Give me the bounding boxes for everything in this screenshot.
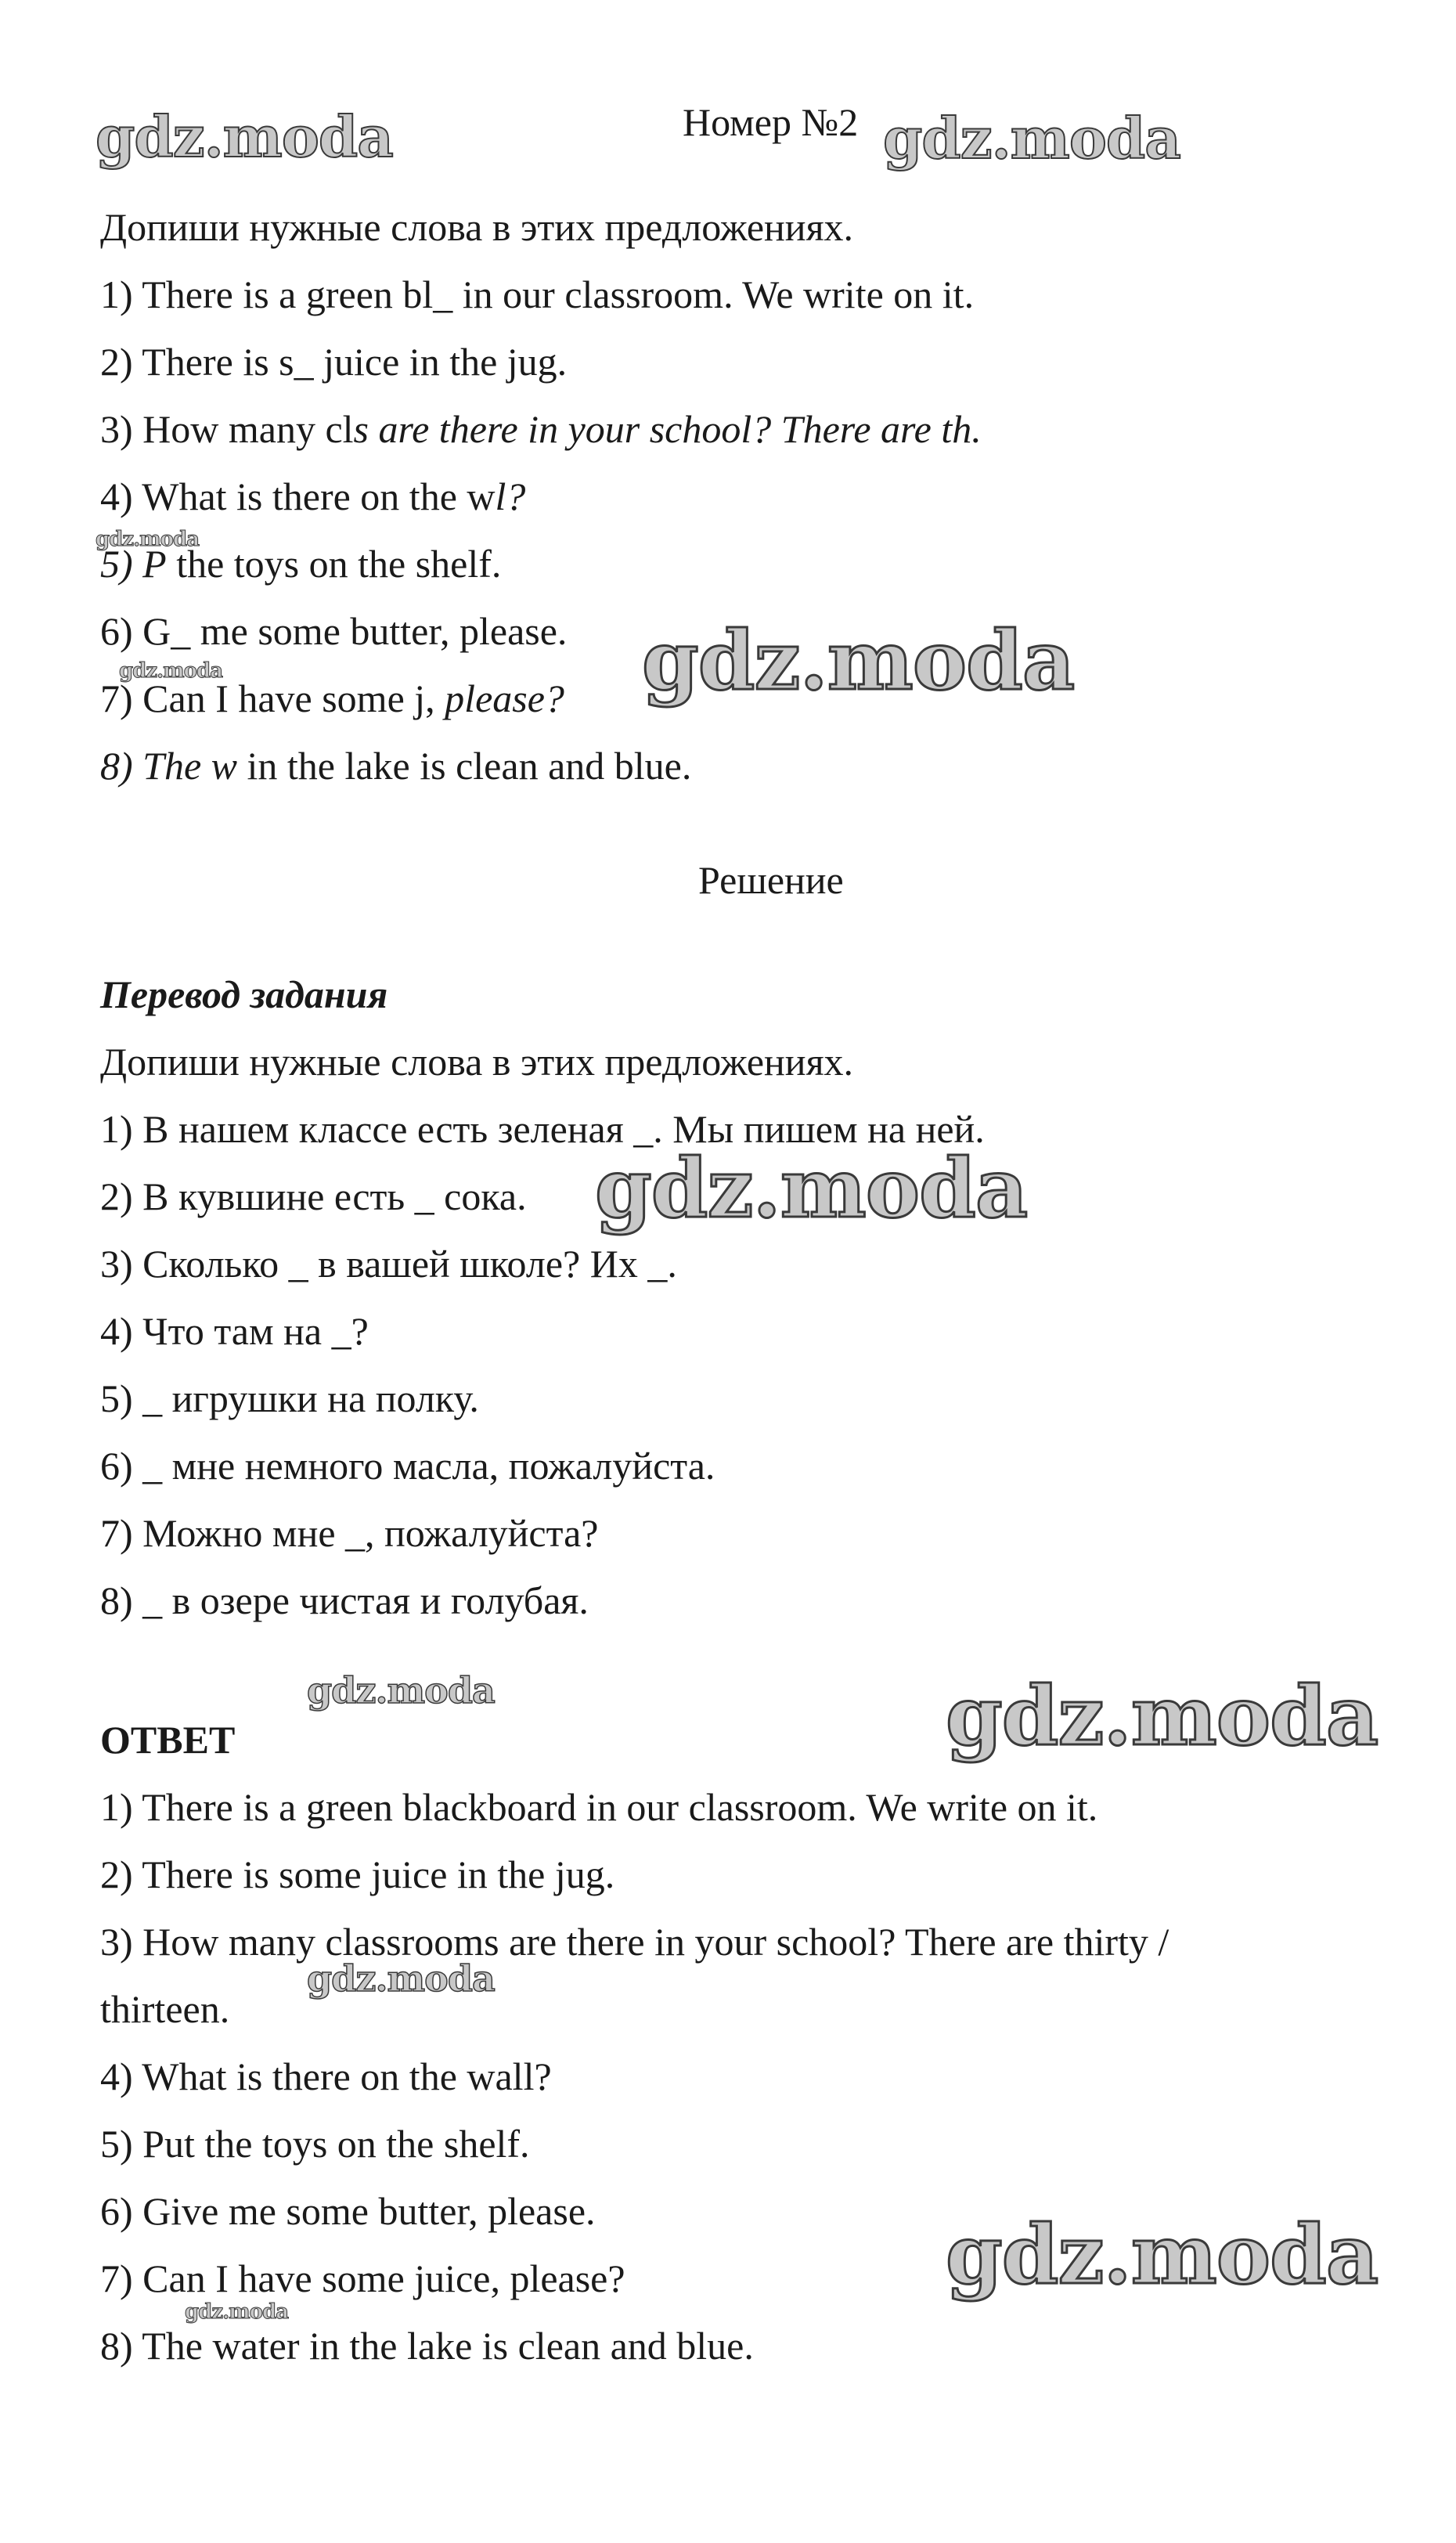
translation-instruction: Допиши нужные слова в этих предложениях.: [100, 1040, 854, 1084]
answer-line-2: 2) There is some juice in the jug.: [100, 1852, 615, 1896]
watermark: gdz.moda: [642, 612, 1075, 709]
watermark: gdz.moda: [307, 1957, 495, 2000]
translation-item-4: 4) Что там на _?: [100, 1309, 369, 1353]
task-item-8: 8) The w in the lake is clean and blue.: [100, 744, 692, 788]
translation-heading: Перевод задания: [100, 972, 388, 1016]
answer-line-6: 6) Give me some butter, please.: [100, 2189, 596, 2233]
watermark: gdz.moda: [883, 105, 1180, 171]
translation-item-1: 1) В нашем классе есть зеленая _. Мы пишем на ней.: [100, 1107, 985, 1151]
translation-item-3: 3) Сколько _ в вашей школе? Их _.: [100, 1242, 677, 1286]
watermark: gdz.moda: [946, 1668, 1379, 1764]
watermark: gdz.moda: [119, 659, 223, 683]
task-item-2: 2) There is s_ juice in the jug.: [100, 340, 568, 384]
task-item-4: 4) What is there on the wl?: [100, 474, 526, 518]
watermark: gdz.moda: [307, 1669, 495, 1712]
watermark: gdz.moda: [96, 103, 393, 170]
number-title: Номер №2: [683, 100, 859, 144]
answer-line-3-cont: thirteen.: [100, 1987, 230, 2031]
answer-heading: ОТВЕТ: [100, 1718, 236, 1762]
translation-item-7: 7) Можно мне _, пожалуйста?: [100, 1511, 599, 1555]
answer-line-4: 4) What is there on the wall?: [100, 2054, 552, 2098]
watermark: gdz.moda: [185, 2300, 289, 2324]
task-instruction: Допиши нужные слова в этих предложениях.: [100, 205, 854, 249]
task-item-7: 7) Can I have some j, please?: [100, 676, 564, 720]
answer-line-1: 1) There is a green blackboard in our classroom. We write on it.: [100, 1785, 1098, 1829]
answer-line-8: 8) The water in the lake is clean and blue.: [100, 2324, 754, 2368]
translation-item-5: 5) _ игрушки на полку.: [100, 1376, 479, 1420]
translation-item-8: 8) _ в озере чистая и голубая.: [100, 1578, 589, 1622]
translation-item-2: 2) В кувшине есть _ сока.: [100, 1174, 527, 1218]
task-item-5: 5) P the toys on the shelf.: [100, 542, 502, 586]
task-item-3: 3) How many cls are there in your school? There are th.: [100, 407, 982, 451]
task-item-6: 6) G_ me some butter, please.: [100, 609, 568, 653]
watermark: gdz.moda: [595, 1140, 1028, 1236]
watermark: gdz.moda: [946, 2206, 1379, 2303]
answer-line-7: 7) Can I have some juice, please?: [100, 2256, 625, 2300]
translation-item-6: 6) _ мне немного масла, пожалуйста.: [100, 1444, 715, 1488]
answer-line-5: 5) Put the toys on the shelf.: [100, 2122, 530, 2166]
solution-heading: Решение: [698, 858, 844, 902]
answer-line-3: 3) How many classrooms are there in your school? There are thirty /: [100, 1920, 1169, 1964]
watermark: gdz.moda: [96, 528, 200, 551]
task-item-1: 1) There is a green bl_ in our classroom. We write on it.: [100, 272, 975, 316]
